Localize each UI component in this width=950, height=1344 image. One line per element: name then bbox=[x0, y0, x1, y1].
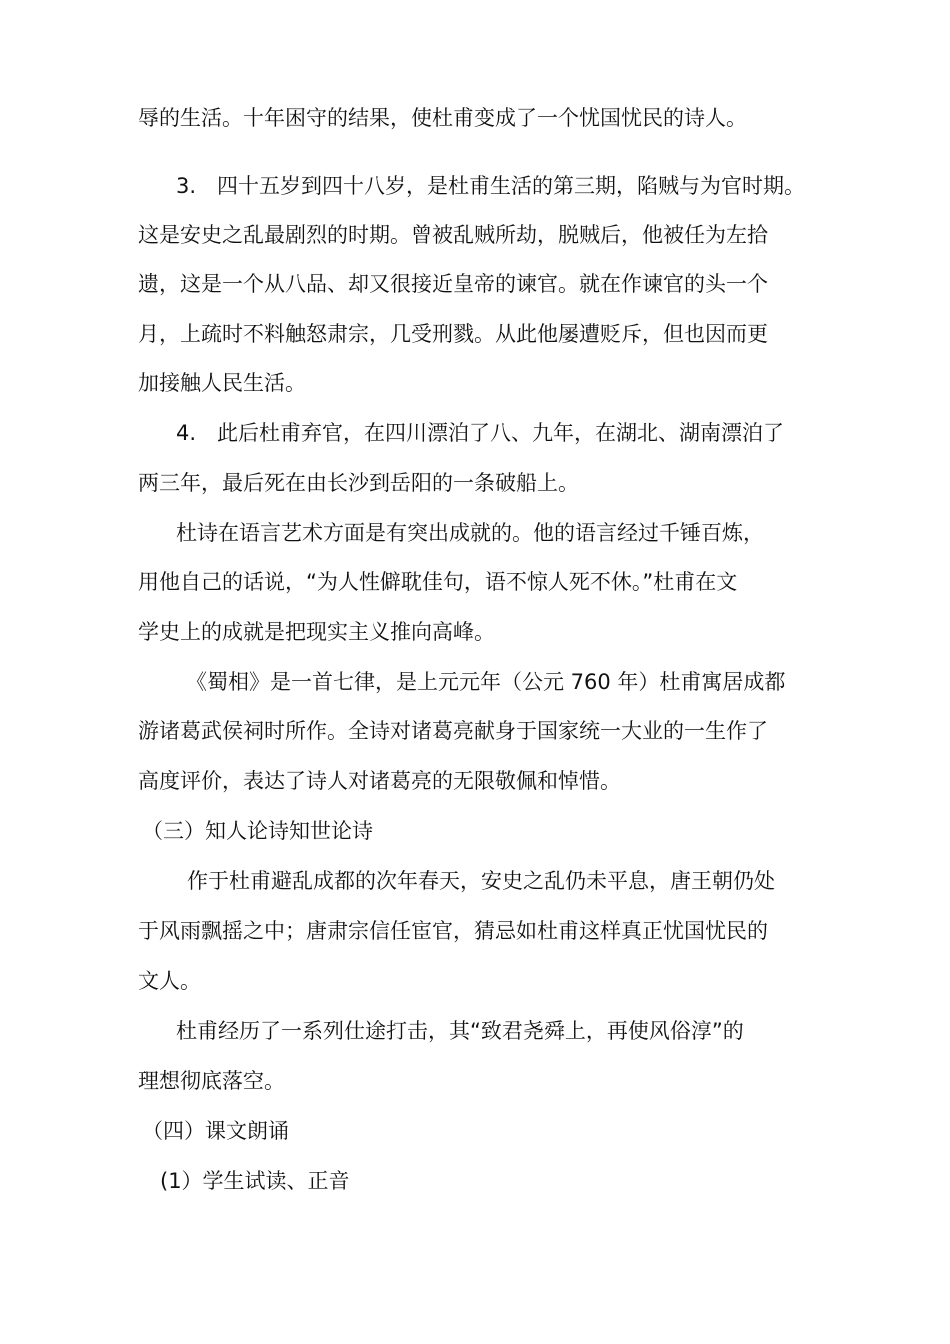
text-line: 辱的生活。十年困守的结果，使杜甫变成了一个忧国忧民的诗人。 bbox=[138, 106, 747, 130]
text-line: 杜甫经历了一系列仕途打击，其“致君尧舜上，再使风俗淳”的 bbox=[176, 1019, 744, 1043]
section-heading: （三）知人论诗知世论诗 bbox=[142, 819, 373, 843]
text-line: 遗，这是一个从八品、却又很接近皇帝的谏官。就在作谏官的头一个 bbox=[138, 272, 768, 296]
section-heading: （四）课文朗诵 bbox=[142, 1119, 289, 1143]
text-line: 用他自己的话说，“为人性僻耽佳句，语不惊人死不休。”杜甫在文 bbox=[138, 570, 738, 594]
text-line: 学史上的成就是把现实主义推向高峰。 bbox=[138, 620, 495, 644]
text-line: 游诸葛武侯祠时所作。全诗对诸葛亮献身于国家统一大业的一生作了 bbox=[138, 719, 768, 743]
text-line: 文人。 bbox=[138, 969, 201, 993]
text-line: 《蜀相》是一首七律，是上元元年（公元 760 年）杜甫寓居成都 bbox=[186, 670, 786, 694]
list-item: (1）学生试读、正音 bbox=[160, 1169, 350, 1193]
text-line: 高度评价，表达了诗人对诸葛亮的无限敬佩和悼惜。 bbox=[138, 769, 621, 793]
text-line: 加接触人民生活。 bbox=[138, 371, 306, 395]
text-line: 杜诗在语言艺术方面是有突出成就的。他的语言经过千锤百炼， bbox=[176, 521, 764, 545]
text-line: 于风雨飘摇之中；唐肃宗信任宦官，猜忌如杜甫这样真正忧国忧民的 bbox=[138, 919, 768, 943]
text-line: 3. 四十五岁到四十八岁，是杜甫生活的第三期，陷贼与为官时期。 bbox=[176, 174, 806, 198]
text-line: 作于杜甫避乱成都的次年春天，安史之乱仍未平息，唐王朝仍处 bbox=[187, 869, 775, 893]
text-line: 两三年，最后死在由长沙到岳阳的一条破船上。 bbox=[138, 471, 579, 495]
text-line: 这是安史之乱最剧烈的时期。曾被乱贼所劫，脱贼后，他被任为左拾 bbox=[138, 223, 768, 247]
text-line: 月，上疏时不料触怒肃宗，几受刑戮。从此他屡遭贬斥，但也因而更 bbox=[138, 322, 768, 346]
text-line: 4. 此后杜甫弃官，在四川漂泊了八、九年，在湖北、湖南漂泊了 bbox=[176, 421, 785, 445]
text-line: 理想彻底落空。 bbox=[138, 1069, 285, 1093]
